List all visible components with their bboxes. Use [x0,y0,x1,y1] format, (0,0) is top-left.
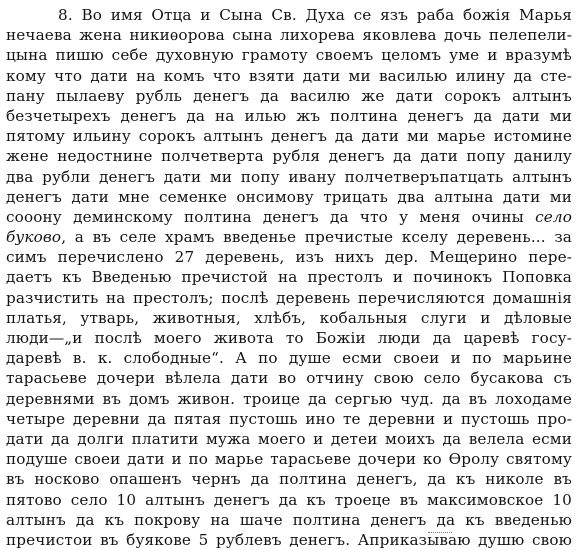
text-line: даетъ къ Введенью пречистой на престолъ и починокъ Поповка [6,268,572,287]
text-line: люди—„и послѣ моего живота то Божіи люди да царевѣ госу- [6,329,572,347]
scan-artifact-mark [428,532,452,536]
text-line [6,207,572,227]
text-line: дати да долги платити мужа моего и детеи моихъ да велела есми [6,429,572,448]
text-line: алтынъ да къ покрову на шаче полтина денегъ да къ введенью [6,510,572,529]
text-run: сооону деминскому полтина денегъ да что у меня очины [6,207,536,226]
text-line: разчистить на престолъ; послѣ деревень перечисляются домашнія [6,288,572,307]
text-line: тарасьеве дочери вѣлела дати во отчину свою село бусакова съ [6,369,572,388]
body-text [6,5,572,550]
text-line: нечаева жена никиѳорова сына лихорева яковлева дочь пелепели- [6,26,572,45]
text-line: пятому ильину сорокъ алтынъ денегъ да дати ми марье истомине [6,127,572,146]
italic-text-run: буково [6,228,62,247]
text-line: цына пишю себе духовную грамоту своемъ целомъ уме и вразумѣ [6,46,572,65]
text-line: кому что дати на комъ что взяти дати ми василью илину да сте- [6,66,572,85]
text-line: два рубли денегъ дати ми попу ивану полчетверъпатцать алтынъ [6,167,572,186]
text-line: пятово село 10 алтынъ денегъ да къ троеце въ максимовское 10 [6,490,572,509]
italic-text-run: село [535,207,572,226]
text-line: денегъ дати мне семенке онсимову трицать два алтына дати ми [6,187,572,206]
text-line: даревѣ в. к. слободные“. А по душе есми своеи и по марьине [6,349,572,368]
text-line: платья, утварь, животныя, хлѣбъ, кобальныя слуги и дѣловые [6,308,572,327]
text-line: подуше своеи дати и по марье тарасьеве дочери ко Ѳролу святому [6,450,572,469]
text-line: пану пылаеву рубль денегъ да василю же дати сорокъ алтынъ [6,86,572,105]
text-line: деревнями въ домъ живон. троице да сергью чуд. да въ лоходаме [6,389,572,408]
text-line: пречистои въ буякове 5 рублевъ денегъ. Априказываю душю свою [6,530,572,549]
text-line: симъ перечислено 27 деревень, изъ нихъ дер. Мещерино пере- [6,248,572,267]
text-line: въ носково опашенъ чернъ да полтина денегъ, да къ николе въ [6,470,572,489]
text-line [6,227,572,247]
text-line: четыре деревни да пятая пустошь ино те деревни и пустошь про- [6,409,572,428]
text-run: , а въ селе храмъ введенье пречистые кселу деревень... за [61,228,572,247]
text-line: безчетырехъ денегъ да на илью жъ полтина денегъ да дати ми [6,106,572,125]
text-line: 8. Во имя Отца и Сына Св. Духа се язъ раба божія Марья [58,6,572,24]
text-line: жене недостнине полчетверта рубля денегъ да дати попу данилу [6,147,572,166]
